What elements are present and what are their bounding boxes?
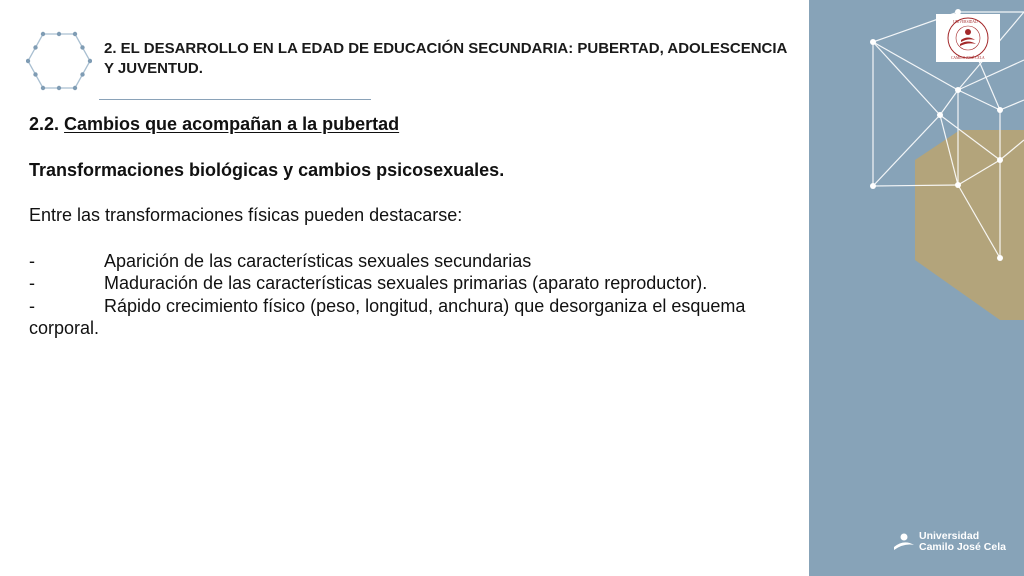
university-seal-icon: [939, 15, 997, 61]
header-divider: [99, 99, 371, 100]
bullet-dash: -: [29, 250, 35, 271]
list-item: [29, 272, 804, 295]
intro-text: Entre las transformaciones físicas pueden destacarse:: [29, 205, 463, 225]
section-number: 2.2.: [29, 114, 60, 134]
bullet-list: [29, 250, 804, 340]
svg-text:CAMILO JOSÉ CELA: CAMILO JOSÉ CELA: [951, 56, 985, 60]
side-decoration-panel: [809, 0, 1024, 576]
university-seal-logo: [936, 14, 1000, 62]
university-logo-text: [919, 531, 1006, 553]
university-logo: [893, 529, 1006, 555]
page-header-title: 2. EL DESARROLLO EN LA EDAD DE EDUCACIÓN SECUNDARIA: PUBERTAD, ADOLESCENCIA Y JUVENTUD.: [104, 40, 787, 77]
network-decoration-icon: [809, 0, 1024, 576]
list-item: [29, 295, 804, 340]
section-heading: [29, 113, 804, 136]
bullet-dash: -: [29, 295, 35, 316]
hexagon-decoration-icon: [26, 30, 92, 92]
section-title: Cambios que acompañan a la pubertad: [64, 114, 400, 134]
subtitle: Transformaciones biológicas y cambios psicosexuales.: [29, 159, 505, 180]
bullet-text: Maduración de las características sexuales primarias (aparato reproductor).: [104, 273, 708, 293]
svg-text:UNIVERSIDAD: UNIVERSIDAD: [953, 20, 978, 24]
slide-content: [29, 113, 804, 340]
bullet-text: Rápido crecimiento físico (peso, longitud, anchura) que desorganiza el esquema corporal.: [29, 295, 746, 338]
university-logo-icon: [893, 531, 915, 553]
bullet-dash: -: [29, 273, 35, 293]
logo-line1: Universidad: [919, 530, 980, 542]
list-item: [29, 250, 804, 273]
logo-line2: Camilo José Cela: [919, 541, 1006, 553]
bullet-text: Aparición de las características sexuales secundarias: [104, 250, 532, 271]
